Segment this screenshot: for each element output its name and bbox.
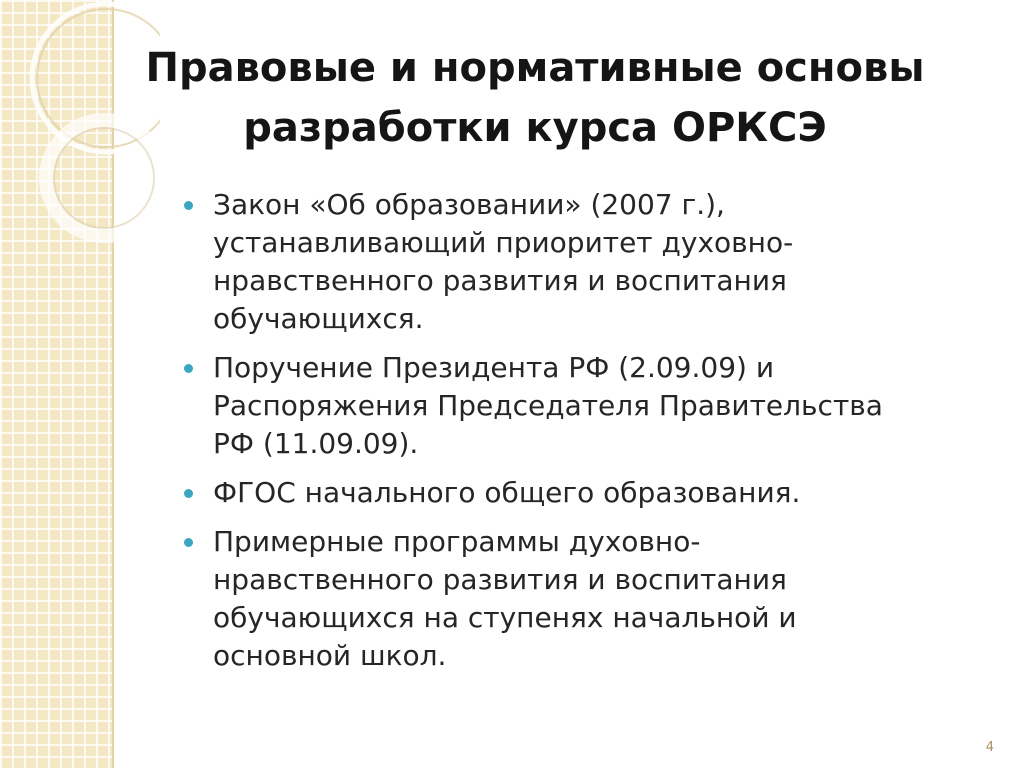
bullet-line: ФГОС начального общего образования. bbox=[213, 476, 801, 509]
bullet-line: нравственного развития и воспитания bbox=[213, 563, 787, 596]
page-number: 4 bbox=[985, 740, 994, 755]
bullet-dot-icon bbox=[184, 489, 193, 498]
bullet-item-law bbox=[184, 186, 984, 338]
slide-title-line-2: разработки курса ОРКСЭ bbox=[243, 105, 827, 151]
bullet-line: Распоряжения Председателя Правительства bbox=[213, 389, 883, 422]
bullet-item-instructions bbox=[184, 349, 984, 463]
bullet-line: обучающихся на ступенях начальной и bbox=[213, 601, 797, 634]
bullet-dot-icon bbox=[184, 201, 193, 210]
bullet-line: Поручение Президента РФ (2.09.09) и bbox=[213, 351, 775, 384]
slide-title-line-1: Правовые и нормативные основы bbox=[145, 45, 925, 91]
bullet-item-programs bbox=[184, 523, 984, 675]
bullet-line: обучающихся. bbox=[213, 302, 424, 335]
bullet-dot-icon bbox=[184, 538, 193, 547]
bullet-line: Закон «Об образовании» (2007 г.), bbox=[213, 188, 725, 221]
bullet-item-fgos bbox=[184, 474, 984, 512]
slide-title bbox=[100, 38, 970, 158]
bullet-line: Примерные программы духовно- bbox=[213, 525, 701, 558]
bullet-line: РФ (11.09.09). bbox=[213, 427, 419, 460]
bullet-line: нравственного развития и воспитания bbox=[213, 264, 787, 297]
bullet-line: основной школ. bbox=[213, 639, 447, 672]
bullet-line: устанавливающий приоритет духовно- bbox=[213, 226, 794, 259]
bullet-list bbox=[184, 186, 984, 686]
bullet-dot-icon bbox=[184, 364, 193, 373]
